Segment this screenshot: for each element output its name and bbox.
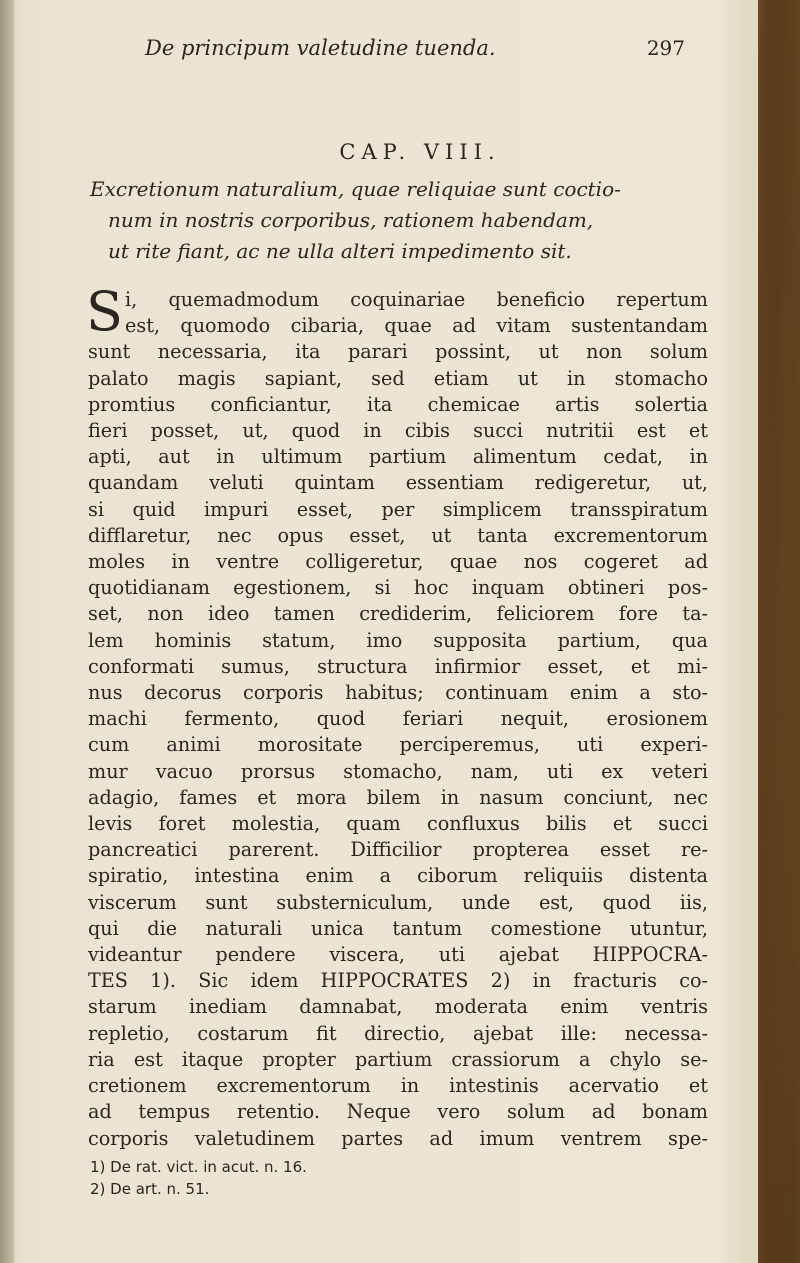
subtitle-line: num in nostris corporibus, rationem habendam,: [108, 208, 594, 232]
text-line: est, quomodo cibaria, quae ad vitam sustentandam: [125, 314, 708, 338]
text-line: ria est itaque propter partium crassiorum a chylo se-: [88, 1047, 708, 1071]
text-line: palato magis sapiant, sed etiam ut in stomacho: [88, 366, 708, 390]
text-line: adagio, fames et mora bilem in nasum conciunt, nec: [88, 785, 708, 809]
text-line: i, quemadmodum coquinariae beneficio repertum: [125, 288, 708, 311]
footnote: 2) De art. n. 51.: [90, 1180, 210, 1198]
text-line: corporis valetudinem partes ad imum ventrem spe-: [88, 1126, 708, 1150]
text-line: quandam veluti quintam essentiam redigeretur, ut,: [88, 471, 708, 495]
page-number: 297: [646, 36, 685, 60]
text-line: cum animi morositate perciperemus, uti experi-: [88, 733, 708, 757]
text-line: conformati sumus, structura infirmior esset, et mi-: [88, 654, 708, 678]
text-line: repletio, costarum fit directio, ajebat ille: necessa-: [88, 1021, 708, 1045]
footnote: 1) De rat. vict. in acut. n. 16.: [90, 1158, 307, 1176]
text-line: sunt necessaria, ita parari possint, ut non solum: [88, 340, 708, 364]
text-block: [70, 78, 730, 1152]
running-head: [145, 36, 685, 66]
text-line: apti, aut in ultimum partium alimentum cedat, in: [88, 445, 708, 469]
text-line: starum inediam damnabat, moderata enim ventris: [88, 995, 708, 1019]
text-line: mur vacuo prorsus stomacho, nam, uti ex veteri: [88, 759, 708, 783]
running-title: De principum valetudine tuenda.: [145, 36, 496, 60]
text-line: quotidianam egestionem, si hoc inquam obtineri pos-: [88, 576, 708, 600]
text-line: pancreatici parerent. Difficilior propterea esset re-: [88, 838, 708, 862]
text-line: levis foret molestia, quam confluxus bilis et succi: [88, 812, 708, 836]
text-line: spiratio, intestina enim a ciborum reliquiis distenta: [88, 864, 708, 888]
text-line: videantur pendere viscera, uti ajebat HIPPOCRA-: [88, 943, 708, 967]
text-line: fieri posset, ut, quod in cibis succi nutritii est et: [88, 419, 708, 443]
book-binding-edge: [758, 0, 800, 1263]
text-line: cretionem excrementorum in intestinis acervatio et: [88, 1074, 708, 1098]
text-line: difflaretur, nec opus esset, ut tanta excrementorum: [88, 523, 708, 547]
subtitle-line: Excretionum naturalium, quae reliquiae sunt coctio-: [90, 177, 621, 201]
text-line: TES 1). Sic idem HIPPOCRATES 2) in fracturis co-: [88, 969, 708, 993]
text-line: viscerum sunt substerniculum, unde est, quod iis,: [88, 890, 708, 914]
subtitle-line: ut rite fiant, ac ne ulla alteri impedimento sit.: [108, 239, 572, 263]
footnotes: [90, 1156, 307, 1200]
text-line: set, non ideo tamen crediderim, feliciorem fore ta-: [88, 602, 708, 626]
page-gutter: [0, 0, 14, 1263]
text-line: machi fermento, quod feriari nequit, erosionem: [88, 707, 708, 731]
body-text: [86, 280, 708, 1152]
text-line: nus decorus corporis habitus; continuam enim a sto-: [88, 681, 708, 705]
drop-cap: S: [86, 280, 123, 343]
chapter-subtitle: [90, 174, 730, 267]
text-line: qui die naturali unica tantum comestione utuntur,: [88, 916, 708, 940]
text-line: si quid impuri esset, per simplicem transspiratum: [88, 497, 708, 521]
chapter-heading: CAP. VIII.: [339, 140, 501, 164]
text-line: lem hominis statum, imo supposita partium, qua: [88, 628, 708, 652]
text-line: moles in ventre colligeretur, quae nos cogeret ad: [88, 550, 708, 574]
text-line: promtius conficiantur, ita chemicae artis solertia: [88, 392, 708, 416]
text-line: ad tempus retentio. Neque vero solum ad bonam: [88, 1100, 708, 1124]
